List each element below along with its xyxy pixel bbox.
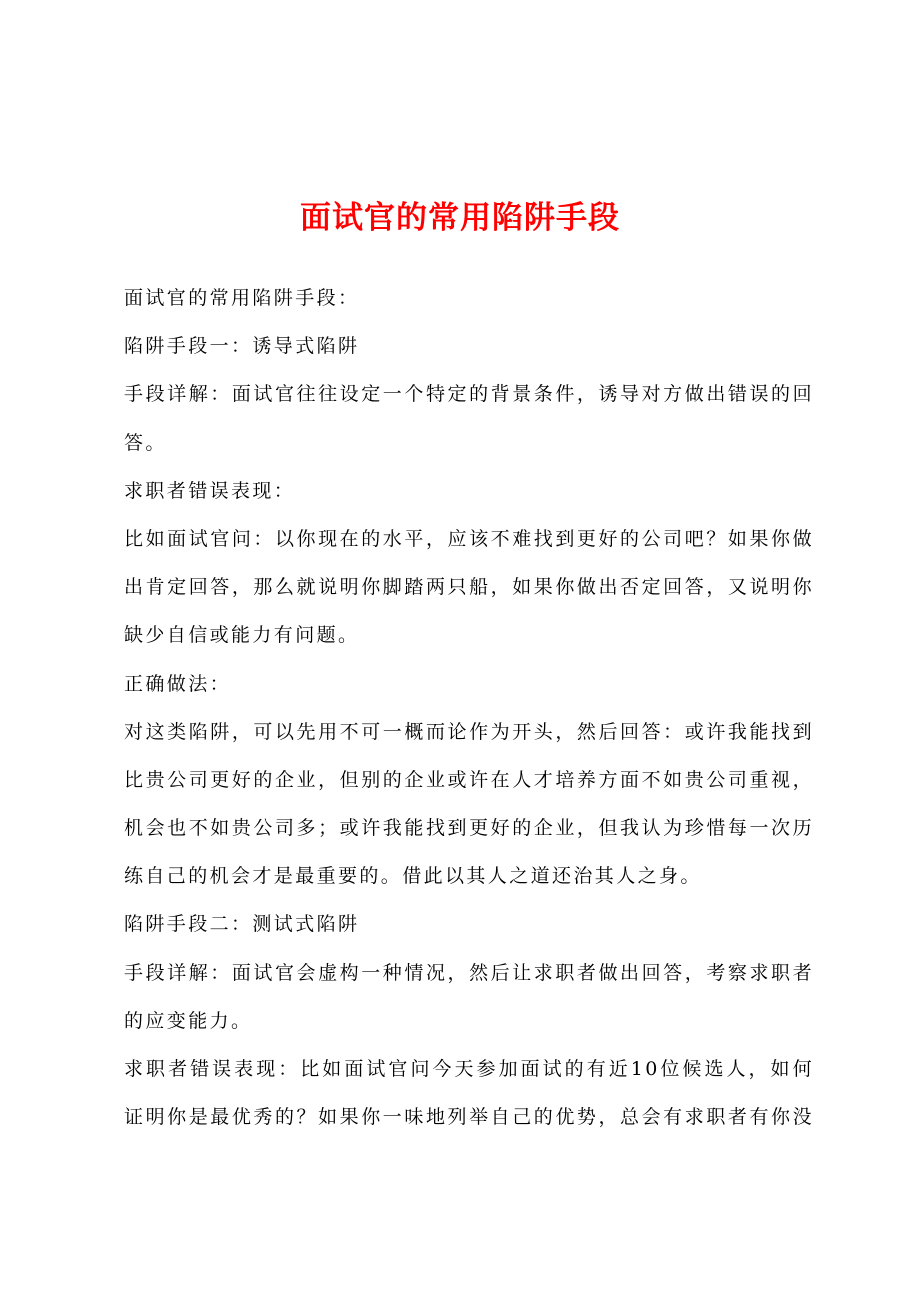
- subheading-mistake: 求职者错误表现：: [124, 479, 296, 502]
- paragraph-line: 对这类陷阱，可以先用不可一概而论作为开头，然后回答：或许我能找到: [124, 720, 814, 743]
- paragraph-line: 答。: [124, 431, 167, 454]
- paragraph-line: 出肯定回答，那么就说明你脚踏两只船，如果你做出否定回答，又说明你: [124, 576, 814, 599]
- paragraph-line: 证明你是最优秀的？如果你一味地列举自己的优势，总会有求职者有你没: [124, 1106, 814, 1129]
- paragraph-line: 的应变能力。: [124, 1009, 253, 1032]
- paragraph-line: 手段详解：面试官会虚构一种情况，然后让求职者做出回答，考察求职者: [124, 961, 814, 984]
- section-heading-trap-2: 陷阱手段二：测试式陷阱: [124, 913, 360, 936]
- paragraph-line: 缺少自信或能力有问题。: [124, 624, 360, 647]
- paragraph-line: 比如面试官问：以你现在的水平，应该不难找到更好的公司吧？如果你做: [124, 527, 814, 550]
- paragraph-line: 手段详解：面试官往往设定一个特定的背景条件，诱导对方做出错误的回: [124, 383, 814, 406]
- paragraph-line: 机会也不如贵公司多；或许我能找到更好的企业，但我认为珍惜每一次历: [124, 817, 814, 840]
- paragraph-line: 求职者错误表现：比如面试官问今天参加面试的有近10位候选人，如何: [124, 1058, 814, 1080]
- subheading-correct-approach: 正确做法：: [124, 672, 232, 695]
- paragraph-line: 比贵公司更好的企业，但别的企业或许在人才培养方面不如贵公司重视，: [124, 768, 814, 791]
- document-title: 面试官的常用陷阱手段: [300, 200, 620, 236]
- section-heading-trap-1: 陷阱手段一：诱导式陷阱: [124, 335, 360, 358]
- paragraph-intro: 面试官的常用陷阱手段：: [124, 287, 360, 309]
- document-body: [124, 280, 814, 1147]
- paragraph-line: 练自己的机会才是最重要的。借此以其人之道还治其人之身。: [124, 865, 702, 888]
